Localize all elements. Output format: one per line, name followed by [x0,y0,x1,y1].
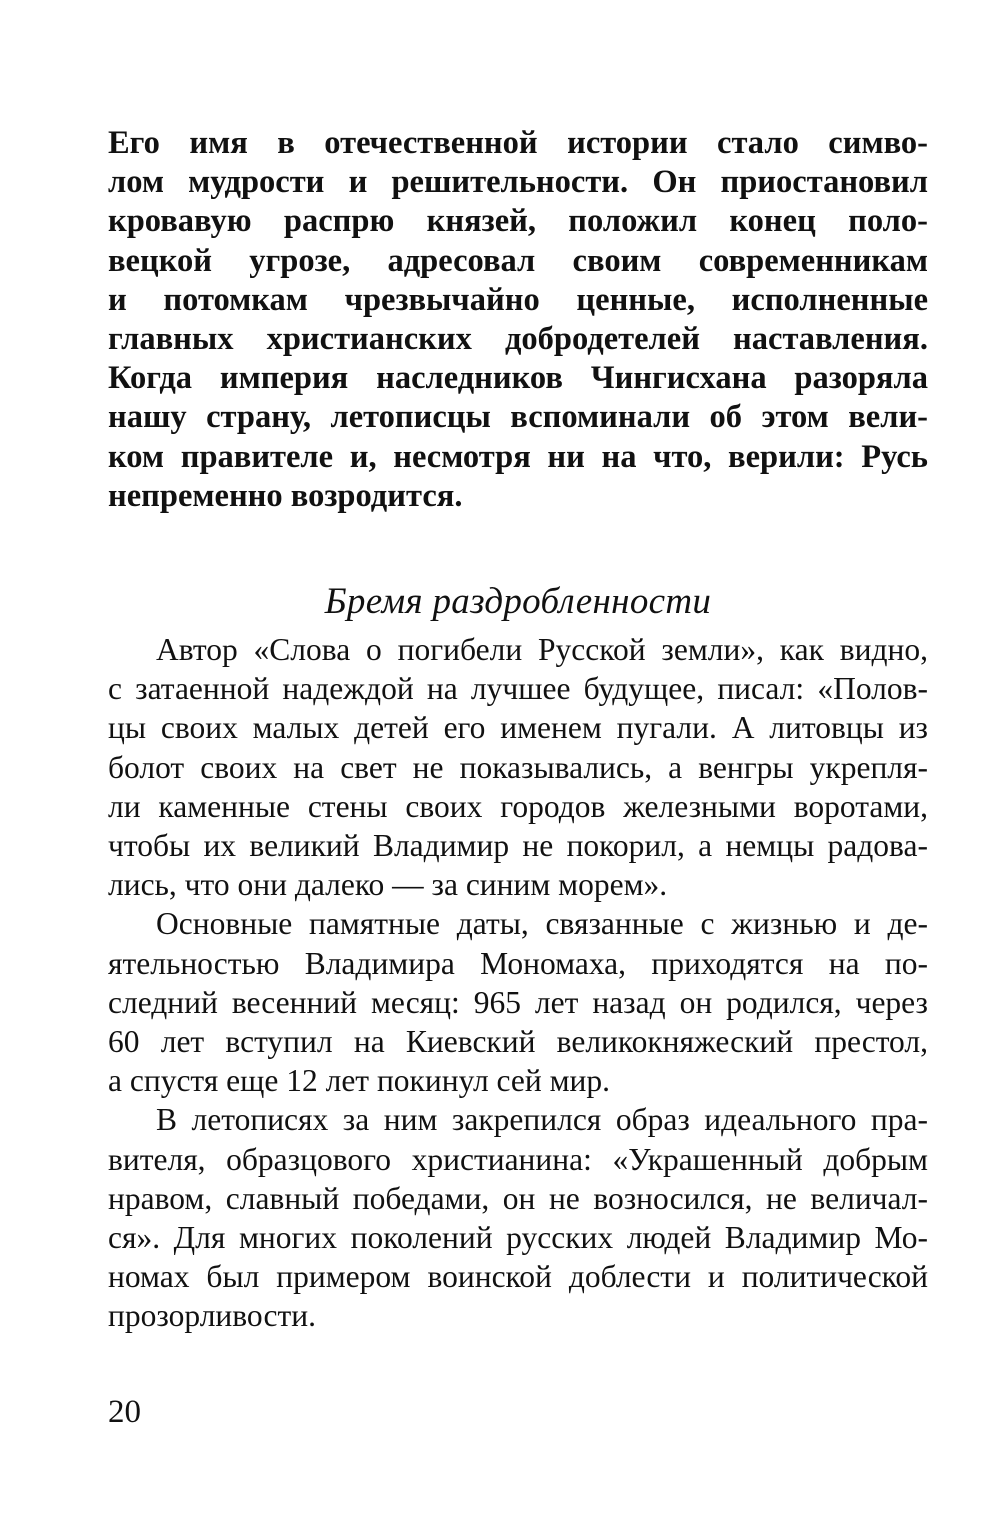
lead-line: кровавую распрю князей, положил конец поло- [108,203,928,240]
lead-line: ком правителе и, несмотря ни на что, верили: Русь [108,438,928,475]
lead-line: вецкой угрозе, адресовал своим современникам [108,242,928,279]
body-paragraph-3 [108,1100,928,1335]
paragraph-line: а спустя еще 12 лет покинул сей мир. [108,1063,611,1099]
page-number: 20 [108,1394,141,1430]
paragraph-line: следний весенний месяц: 965 лет назад он родился, через [108,984,928,1020]
paragraph-line: чтобы их великий Владимир не покорил, а немцы радова- [108,828,928,864]
lead-line: Его имя в отечественной истории стало симво- [108,125,928,161]
paragraph-line: прозорливости. [108,1298,316,1334]
paragraph-line: цы своих малых детей его именем пугали. А литовцы из [108,710,928,746]
lead-line: нашу страну, летописцы вспоминали об этом вели- [108,399,928,436]
paragraph-line: вителя, образцового христианина: «Украшенный добрым [108,1141,928,1177]
paragraph-line: Автор «Слова о погибели Русской земли», как видно, [156,632,928,668]
paragraph-line: с затаенной надеждой на лучшее будущее, писал: «Полов- [108,671,928,707]
lead-line: непременно возродится. [108,477,463,514]
body-paragraph-1 [108,630,928,904]
paragraph-line: ся». Для многих поколений русских людей Владимир Мо- [108,1220,928,1256]
page-content [108,124,928,1336]
paragraph-line: ятельностью Владимира Мономаха, приходятся на по- [108,945,928,981]
paragraph-line: Основные памятные даты, связанные с жизнью и де- [156,906,928,942]
paragraph-line: нравом, славный победами, он не возносился, не величал- [108,1180,928,1216]
lead-line: главных христианских добродетелей наставления. [108,321,928,358]
lead-line: и потомкам чрезвычайно ценные, исполненные [108,281,928,318]
paragraph-line: ли каменные стены своих городов железными воротами, [108,788,928,824]
section-title: Бремя раздробленности [324,581,712,623]
lead-line: Когда империя наследников Чингисхана разоряла [108,360,928,397]
paragraph-line: лись, что они далеко — за синим морем». [108,867,668,903]
paragraph-line: В летописях за ним закрепился образ идеального пра- [156,1102,928,1138]
paragraph-line: болот своих на свет не показывались, а венгры укрепля- [108,749,928,785]
lead-line: лом мудрости и решительности. Он приостановил [108,164,928,201]
paragraph-line: 60 лет вступил на Киевский великокняжеский престол, [108,1024,928,1060]
paragraph-line: номах был примером воинской доблести и политической [108,1259,928,1295]
body-paragraph-2 [108,904,928,1100]
lead-paragraph [108,124,928,516]
